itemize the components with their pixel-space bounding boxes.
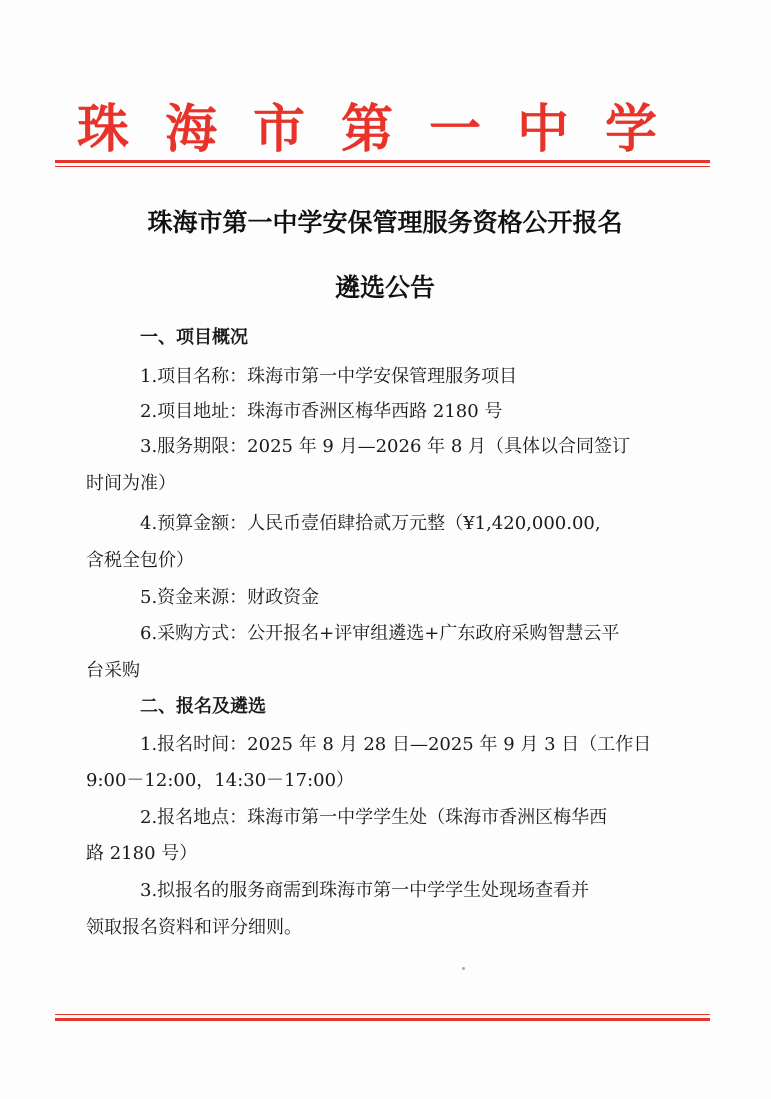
item-site-visit: 3.拟报名的服务商需到珠海市第一中学学生处现场查看并	[140, 880, 590, 901]
item-budget-amount: 4.预算金额：人民币壹佰肆拾贰万元整（¥1,420,000.00,	[140, 513, 601, 534]
section-heading-registration: 二、报名及遴选	[140, 696, 266, 717]
item-registration-time: 1.报名时间：2025 年 8 月 28 日—2025 年 9 月 3 日（工作日	[140, 734, 652, 755]
document-title-line-2: 遴选公告	[334, 273, 435, 302]
red-rule-thick-bottom	[55, 1018, 710, 1021]
item-registration-time-cont: 9:00－12:00，14:30－17:00）	[86, 770, 355, 791]
item-budget-amount-cont: 含税全包价）	[86, 550, 194, 571]
masthead-school-name: 珠海市第一中学	[76, 99, 693, 160]
item-service-period: 3.服务期限：2025 年 9 月—2026 年 8 月（具体以合同签订	[140, 436, 631, 457]
section-heading-project-overview: 一、项目概况	[140, 327, 248, 348]
item-project-name: 1.项目名称：珠海市第一中学安保管理服务项目	[140, 366, 518, 387]
red-rule-thin	[55, 166, 710, 167]
item-registration-location: 2.报名地点：珠海市第一中学学生处（珠海市香洲区梅华西	[140, 807, 608, 828]
document-title-line-1: 珠海市第一中学安保管理服务资格公开报名	[147, 208, 623, 237]
item-procurement-method: 6.采购方式：公开报名+评审组遴选+广东政府采购智慧云平	[140, 623, 620, 644]
item-procurement-method-cont: 台采购	[86, 660, 140, 681]
item-project-address: 2.项目地址：珠海市香洲区梅华西路 2180 号	[140, 401, 503, 422]
item-service-period-cont: 时间为准）	[86, 473, 176, 494]
scan-speck	[462, 967, 465, 970]
item-registration-location-cont: 路 2180 号）	[86, 843, 198, 864]
item-site-visit-cont: 领取报名资料和评分细则。	[86, 917, 302, 938]
footer-red-rule	[55, 1014, 710, 1021]
item-funding-source: 5.资金来源：财政资金	[140, 587, 320, 608]
masthead-red-rule	[55, 160, 710, 167]
